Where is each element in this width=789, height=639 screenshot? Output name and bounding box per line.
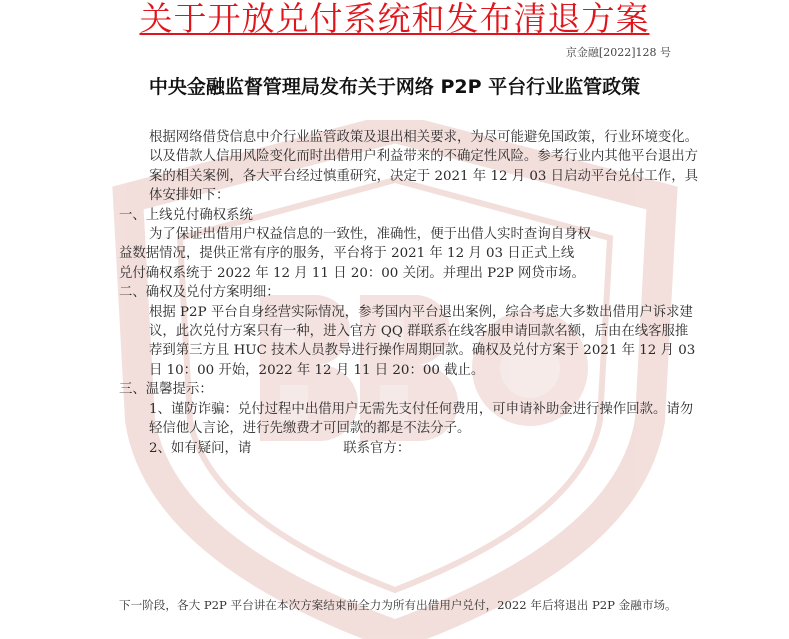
section1-heading: 一、上线兑付确权系统 xyxy=(119,207,253,223)
tip-1: 1、谨防诈骗：兑付过程中出借用户无需先支付任何费用，可申请补助金进行操作回款。请勿轻信他人言论，进行先缴费才可回款的都是不法分子。 xyxy=(149,401,694,437)
document-body xyxy=(119,128,699,458)
document-number: 京金融[2022]128 号 xyxy=(565,46,671,59)
tip-2 xyxy=(119,439,699,458)
section2-paragraph: 根据 P2P 平台自身经营实际情况，参考国内平台退出案例，综合考虑大多数出借用户诉求建议，此次兑付方案只有一种，进入官方 QQ 群联系在线客服申请回款名额，后由在线客服推荐到第三方且 HUC 技术人员教导进行操作周期回款。确权及兑付方案于 2021 年 12 月 03 日 10：00 开始，2022 年 12 月 11 日 20：00 截止。 xyxy=(149,304,696,378)
headline: 中央金融监督管理局发布关于网络 P2P 平台行业监管政策 xyxy=(148,76,641,98)
section1-line: 益数据情况，提供正常有序的服务，平台将于 2021 年 12 月 03 日正式上线 xyxy=(119,246,575,262)
footer-note: 下一阶段，各大 P2P 平台讲在本次方案结束前全力为所有出借用户兑付，2022 年后将退出 P2P 金融市场。 xyxy=(119,598,677,612)
tip-2-suffix: 联系官方： xyxy=(343,440,411,456)
intro-paragraph: 根据网络借贷信息中介行业监管政策及退出相关要求，为尽可能避免国政策，行业环境变化。以及借款人信用风险变化而时出借用户利益带来的不确定性风险。参考行业内其他平台退出方案的相关案例，各大平台经过慎重研究，决定于 2021 年 12 月 03 日启动平台兑付工作，具体安排如下： xyxy=(149,130,699,204)
section1-line: 兑付确权系统于 2022 年 12 月 11 日 20：00 关闭。并理出 P2P 网贷市场。 xyxy=(119,265,585,281)
main-title: 关于开放兑付系统和发布清退方案 xyxy=(139,0,650,38)
section3-heading: 三、温馨提示： xyxy=(119,382,213,398)
section2-heading: 二、确权及兑付方案明细： xyxy=(119,285,280,301)
section1-line: 为了保证出借用户权益信息的一致性，准确性，便于出借人实时查询自身权 xyxy=(149,227,591,243)
tip-2-prefix: 2、如有疑问，请 xyxy=(149,440,252,456)
